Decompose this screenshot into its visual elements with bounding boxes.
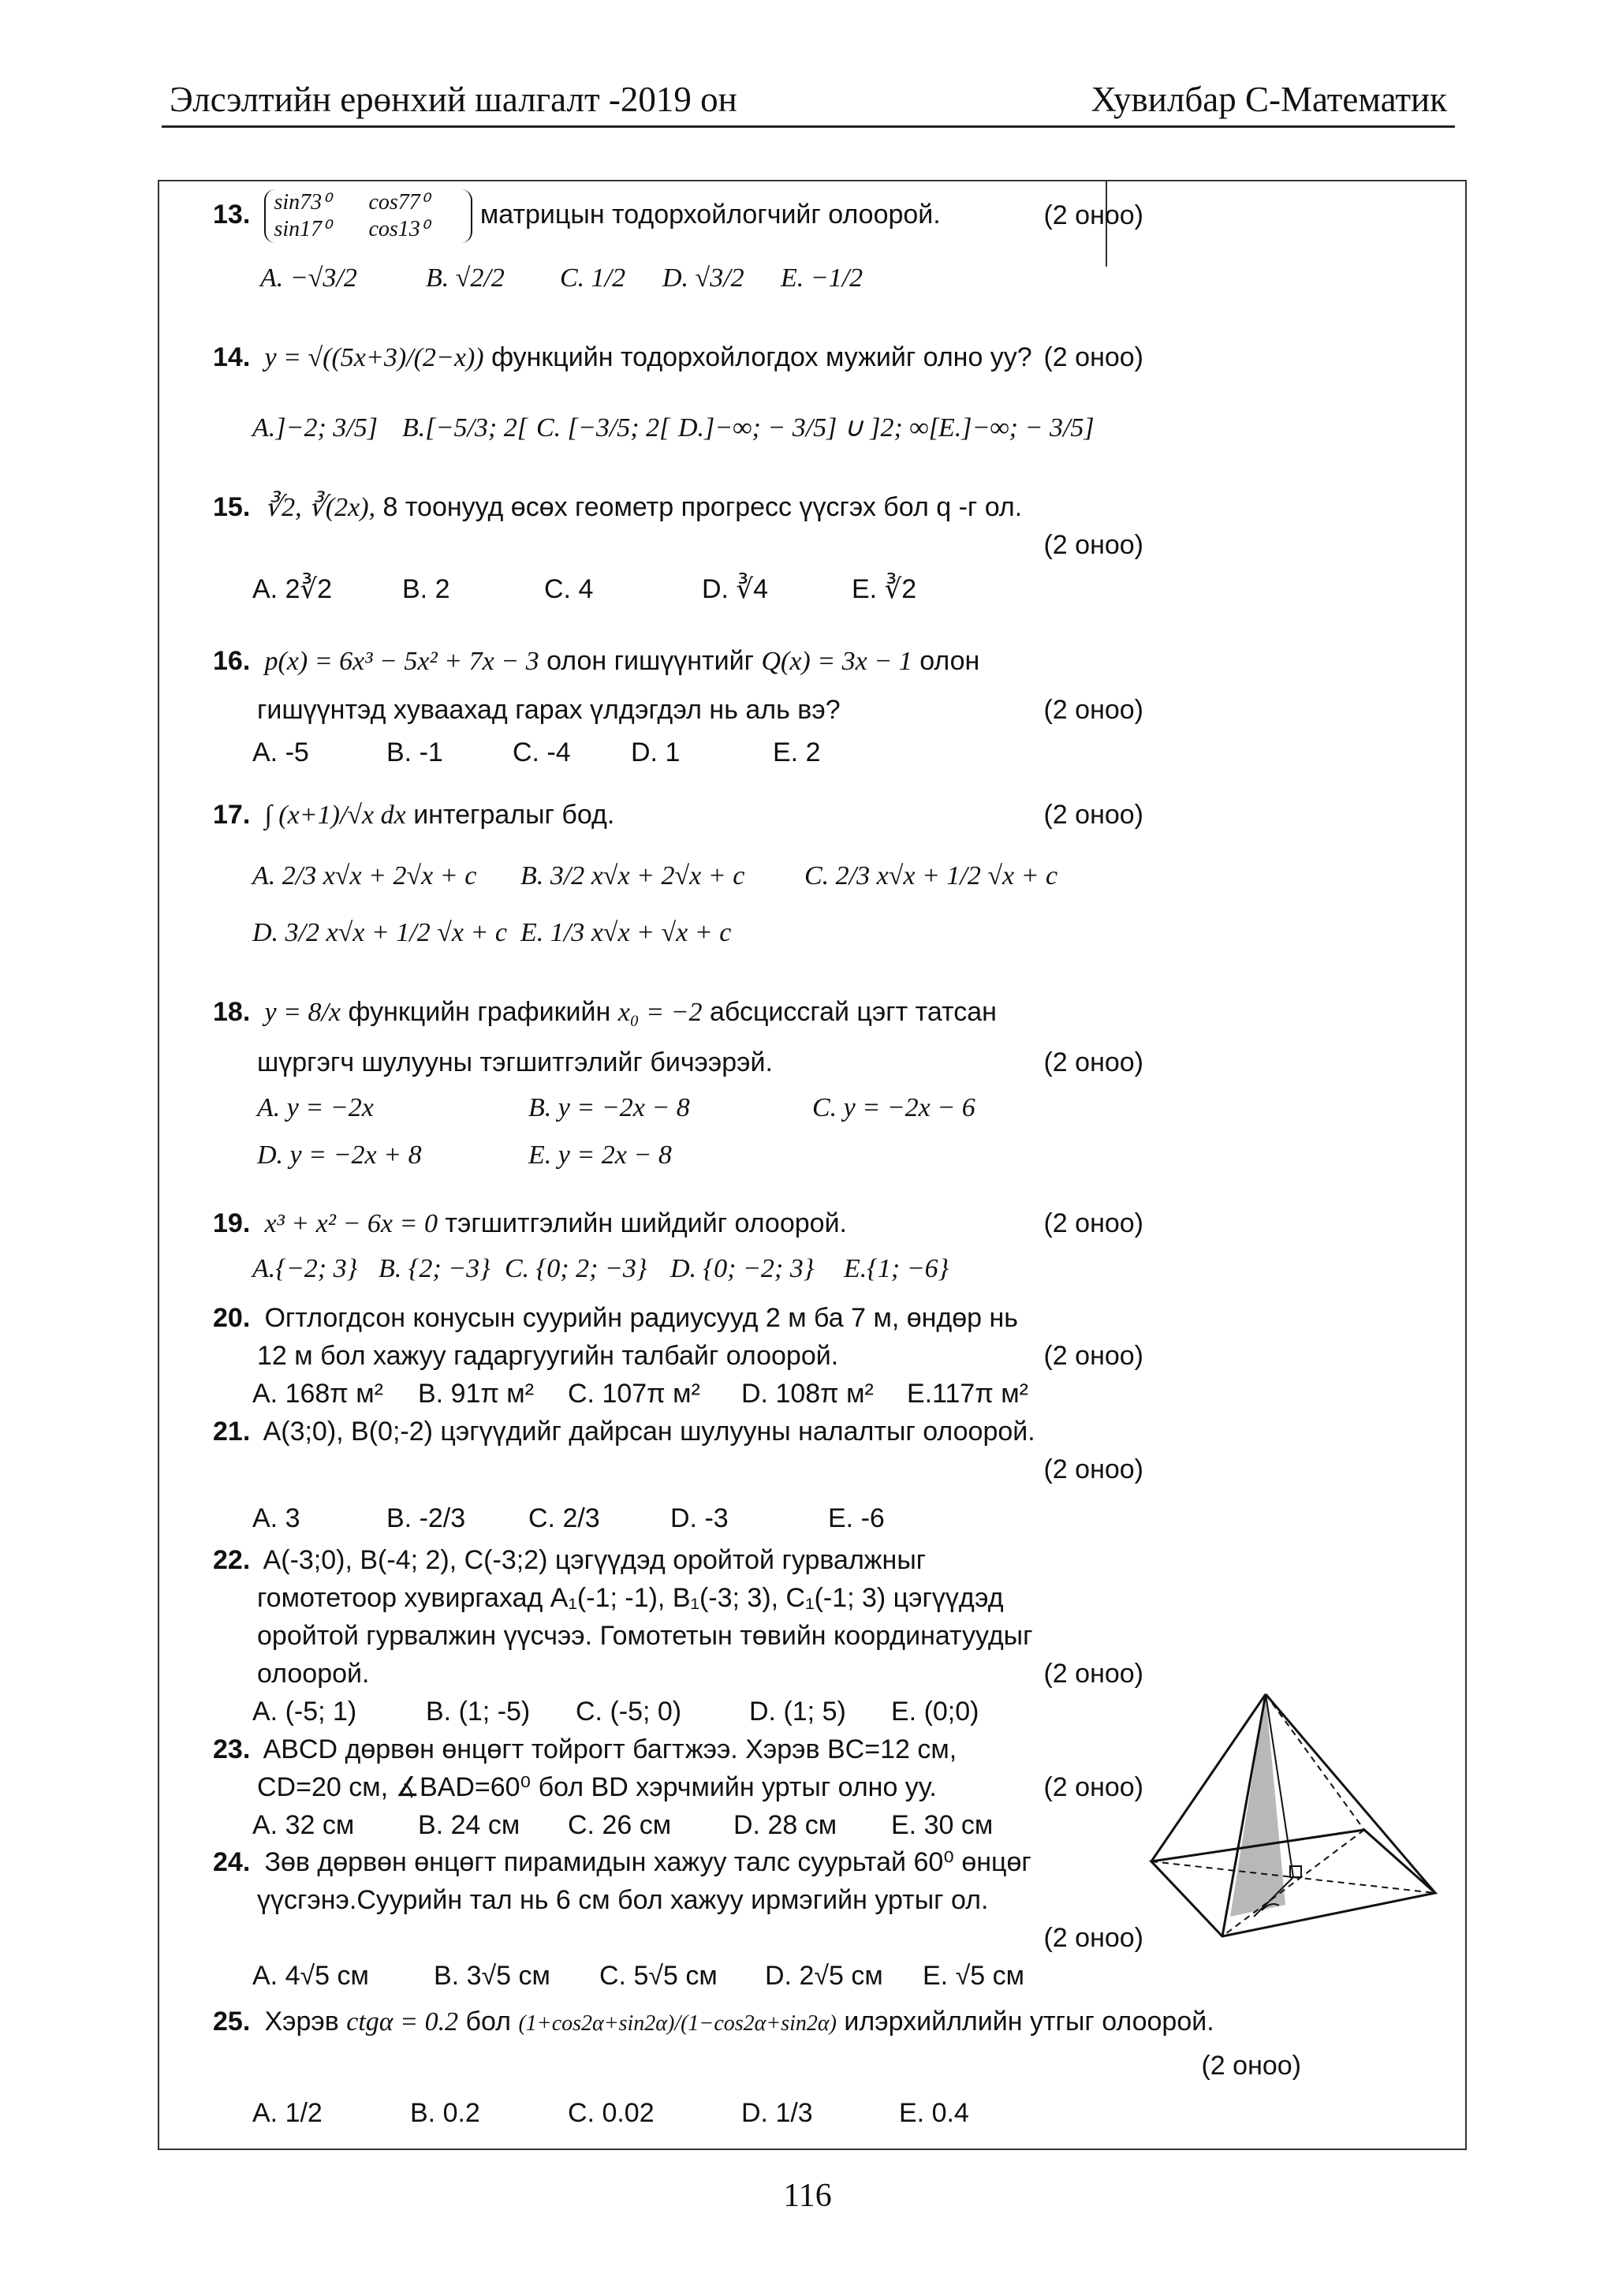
option-e: E.117π м² [907,1379,1028,1409]
question-number: 15. [213,492,251,522]
points: (2 оноо) [1043,1772,1143,1802]
question-14 [213,339,1143,448]
matrix [264,189,472,243]
option-d: D. 3/2 x√x + 1/2 √x + c [252,918,508,947]
formula: x³ + x² − 6x = 0 [264,1209,438,1238]
matrix-cell: sin73⁰ [274,190,331,215]
question-23 [213,1731,1143,1845]
question-text: гишүүнтэд хуваахад гарах үлдэгдэл нь аль вэ? [257,695,841,725]
option-c: C. -4 [513,737,571,767]
option-c: C. 0.02 [568,2098,655,2128]
option-e: E. −1/2 [781,263,863,293]
option-c: C. y = −2x − 6 [812,1093,975,1122]
question-number: 14. [213,342,251,372]
option-a: A. 168π м² [252,1379,383,1409]
option-b: B. 0.2 [410,2098,480,2128]
option-b: B.[−5/3; 2[ [402,413,528,442]
option-e: E. √5 см [923,1961,1024,1991]
option-d: D. 108π м² [741,1379,874,1409]
question-text: олон гишүүнтийг [546,646,754,676]
option-c: C. 1/2 [560,263,626,293]
option-c: C. 2/3 x√x + 1/2 √x + c [804,861,1058,890]
question-17 [213,797,1143,953]
option-d: D.]−∞; − 3/5] ∪ ]2; ∞[ [678,413,939,442]
points: (2 оноо) [1043,200,1143,230]
formula: y = √((5x+3)/(2−x)) [264,343,484,372]
question-number: 13. [213,199,251,230]
question-number: 25. [213,2007,251,2037]
formula: (1+cos2α+sin2α)/(1−cos2α+sin2α) [518,2011,837,2036]
points: (2 оноо) [1043,1454,1143,1484]
option-c: C. 2/3 [528,1503,600,1533]
formula: p(x) = 6x³ − 5x² + 7x − 3 [264,647,539,676]
question-text: бол [465,2007,512,2037]
question-number: 23. [213,1734,251,1764]
option-c: C. 5√5 см [599,1961,718,1991]
formula: ∛2, ∛(2x), [264,493,376,522]
option-d: D. ∛4 [702,574,769,604]
header-rule [162,125,1455,128]
question-number: 22. [213,1545,251,1575]
formula: Q(x) = 3x − 1 [761,647,912,676]
question-number: 21. [213,1417,251,1447]
option-a: A.{−2; 3} [252,1254,358,1283]
page-header [162,73,1455,128]
option-d: D. (1; 5) [749,1697,846,1727]
option-c: C. (-5; 0) [576,1697,682,1727]
question-text: Огтлогдсон конусын суурийн радиусууд 2 м ба 7 м, өндөр нь [264,1303,1018,1333]
option-b: B. 3√5 см [434,1961,550,1991]
option-a: A. 1/2 [252,2098,323,2128]
option-a: A. −√3/2 [260,263,357,293]
question-text: абсциссгай цэгт татсан [709,997,997,1027]
matrix-cell: cos13⁰ [368,217,430,241]
option-b: B. {2; −3} [379,1254,490,1283]
option-b: B. 3/2 x√x + 2√x + c [520,861,745,890]
option-a: A. 4√5 см [252,1961,369,1991]
option-e: E. -6 [828,1503,885,1533]
question-number: 16. [213,646,251,676]
question-text: олон [919,646,980,676]
option-b: B. -2/3 [386,1503,466,1533]
question-text: шүргэгч шулууны тэгшитгэлийг бичээрэй. [257,1047,773,1077]
points: (2 оноо) [1043,342,1143,372]
option-a: A. 2/3 x√x + 2√x + c [252,861,477,890]
question-text: CD=20 см, ∡BAD=60⁰ бол BD хэрчмийн уртыг олно уу. [257,1772,937,1802]
question-22 [213,1542,1143,1731]
option-e: E. 30 см [891,1810,994,1840]
question-text: Хэрэв [264,2007,339,2037]
question-text: матрицын тодорхойлогчийг олоорой. [479,199,941,230]
pyramid-hidden-edge [1266,1694,1364,1830]
question-text: 12 м бол хажуу гадаргуугийн талбайг олоорой. [257,1341,839,1371]
option-e: E. 0.4 [899,2098,969,2128]
option-a: A. 3 [252,1503,300,1533]
matrix-cell: sin17⁰ [274,217,331,241]
question-number: 24. [213,1847,251,1877]
option-b: B. y = −2x − 8 [528,1093,690,1122]
pyramid-figure [1136,1664,1451,1995]
pyramid-shaded-face [1230,1694,1285,1917]
option-b: B. -1 [386,737,443,767]
question-text: интегралыг бод. [413,800,615,830]
question-text: ABCD дөрвөн өнцөгт тойрогт багтжээ. Хэрэв BC=12 см, [263,1734,957,1764]
question-text: A(3;0), B(0;-2) цэгүүдийг дайрсан шулууны налалтыг олоорой. [263,1417,1035,1447]
option-d: D. 1 [631,737,681,767]
question-text: функцийн графикийн [348,997,611,1027]
option-e: E. (0;0) [891,1697,979,1727]
points: (2 оноо) [1201,2051,1301,2081]
option-a: A. -5 [252,737,309,767]
option-c: C. 26 см [568,1810,672,1840]
question-text: Зөв дөрвөн өнцөгт пирамидын хажуу талс суурьтай 60⁰ өнцөг [264,1847,1031,1877]
matrix-cell: cos77⁰ [368,190,430,215]
option-b: B. √2/2 [426,263,505,293]
option-e: E. 1/3 x√x + √x + c [520,918,732,947]
option-a: A. (-5; 1) [252,1697,357,1727]
formula: ctgα = 0.2 [346,2007,459,2037]
question-text: A(-3;0), B(-4; 2), C(-3;2) цэгүүдэд оройтой гурвалжныг [263,1545,927,1575]
option-b: B. (1; -5) [426,1697,531,1727]
question-18 [213,994,1143,1175]
option-e: E.]−∞; − 3/5] [938,413,1095,442]
option-b: B. 24 см [418,1810,520,1840]
option-c: C. 107π м² [568,1379,700,1409]
option-c: C. 4 [544,574,594,604]
option-d: D. y = −2x + 8 [257,1141,422,1170]
option-a: A. 32 см [252,1810,355,1840]
question-text: үүсгэнэ.Суурийн тал нь 6 см бол хажуу ирмэгийн уртыг ол. [257,1885,989,1915]
question-text: 8 тоонууд өсөх геометр прогресс үүсгэх бол q -г ол. [382,492,1023,522]
option-d: D. 28 см [733,1810,837,1840]
page-number: 116 [783,2178,832,2214]
question-21 [213,1413,1143,1538]
question-24 [213,1844,1143,1995]
option-c: C. {0; 2; −3} [505,1254,647,1283]
option-d: D. √3/2 [662,263,744,293]
question-number: 18. [213,997,251,1027]
formula: y = 8/x [264,998,341,1027]
question-19 [213,1205,1143,1289]
option-a: A.]−2; 3/5] [252,413,378,442]
option-a: A. y = −2x [257,1093,374,1122]
question-25 [213,2003,1419,2133]
option-d: D. {0; −2; 3} [670,1254,815,1283]
question-text: гомотетоор хувиргахад A₁(-1; -1), B₁(-3; 3), C₁(-1; 3) цэгүүдэд [257,1583,1004,1613]
points: (2 оноо) [1043,530,1143,560]
formula: ∫ (x+1)/√x dx [264,801,406,830]
points: (2 оноо) [1043,1208,1143,1238]
points: (2 оноо) [1043,800,1143,830]
question-number: 17. [213,800,251,830]
question-15 [213,489,1143,609]
option-e: E. ∛2 [852,574,917,604]
option-b: B. 91π м² [418,1379,534,1409]
question-number: 20. [213,1303,251,1333]
option-e: E. 2 [773,737,821,767]
question-text: оройтой гурвалжин үүсчээ. Гомотетын төвийн координатуудыг [257,1621,1033,1651]
option-d: D. 2√5 см [765,1961,883,1991]
exam-title: Элсэлтийн ерөнхий шалгалт -2019 он [170,80,737,119]
option-e: E.{1; −6} [844,1254,949,1283]
option-a: A. 2∛2 [252,574,333,604]
option-d: D. 1/3 [741,2098,813,2128]
option-e: E. y = 2x − 8 [528,1141,672,1170]
question-text: тэгшитгэлийн шийдийг олоорой. [445,1208,848,1238]
option-d: D. -3 [670,1503,729,1533]
question-text: илэрхийллийн утгыг олоорой. [844,2007,1214,2037]
points: (2 оноо) [1043,1923,1143,1953]
question-20 [213,1300,1143,1413]
question-16 [213,643,1143,772]
question-text: олоорой. [257,1659,370,1689]
option-b: B. 2 [402,574,450,604]
points: (2 оноо) [1043,1659,1143,1689]
variant-title: Хувилбар С-Математик [1091,80,1447,119]
points: (2 оноо) [1043,695,1143,725]
question-13 [213,189,1143,298]
points: (2 оноо) [1043,1341,1143,1371]
question-number: 19. [213,1208,251,1238]
option-c: C. [−3/5; 2[ [536,413,670,442]
formula: x₀ = −2 [617,998,703,1027]
question-text: функцийн тодорхойлогдох мужийг олно уу? [491,342,1032,372]
points: (2 оноо) [1043,1047,1143,1077]
